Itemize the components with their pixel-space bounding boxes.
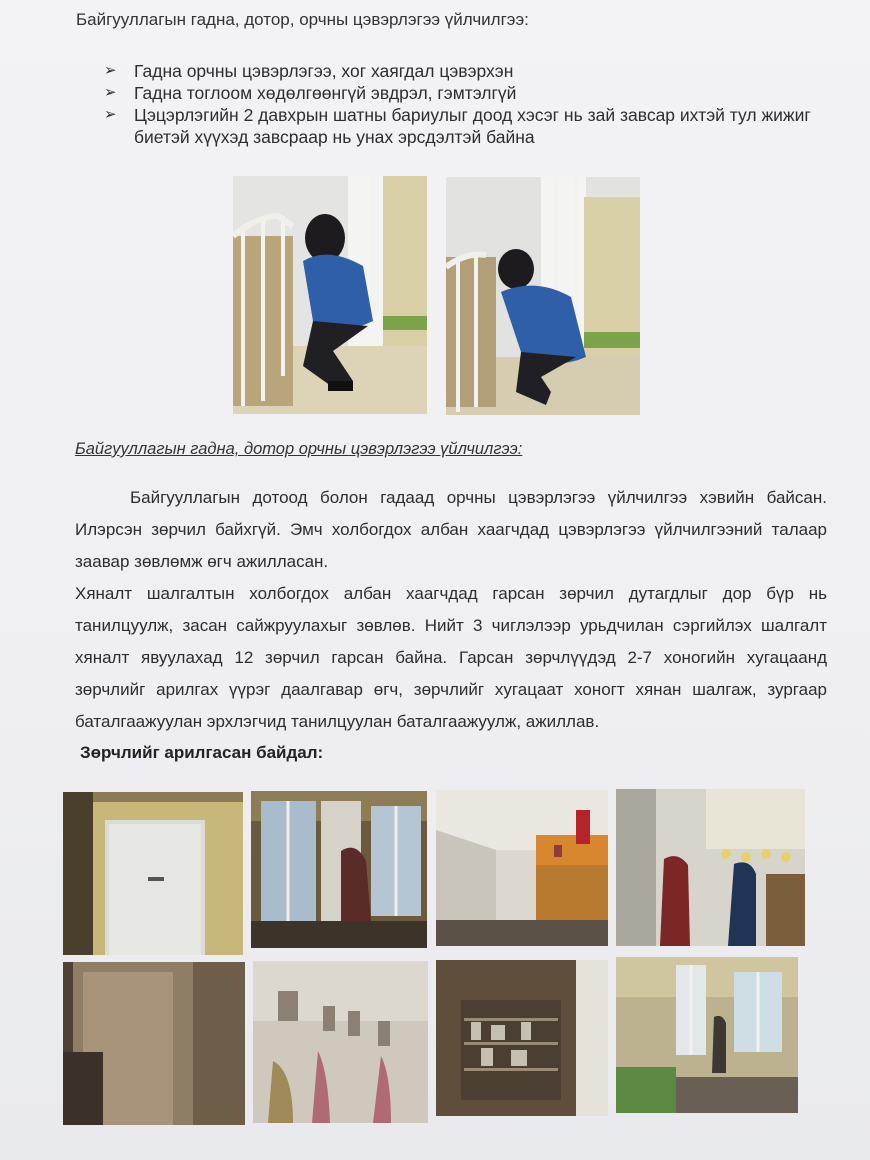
- body-text: [75, 482, 827, 738]
- paragraph-1: Байгууллагын дотоод болон гадаад орчны цэвэрлэгээ үйлчилгээ хэвийн байсан. Илэрсэн зөрчил байхгүй. Эмч холбогдох албан хаагчдад цэвэрлэгээ үйлчилгээний талаар заавар зөвлөмж өгч ажилласан.: [75, 488, 827, 571]
- section-1-title: Байгууллагын гадна, дотор, орчны цэвэрлэгээ үйлчилгээ:: [76, 10, 529, 29]
- grid-photo-door: [63, 792, 243, 955]
- arrowhead-bullet-icon: ➢: [104, 106, 117, 123]
- grid-photo-hallway-door: [63, 962, 245, 1125]
- finding-list: [104, 60, 834, 148]
- arrowhead-bullet-icon: ➢: [104, 62, 117, 79]
- paragraph-2: Хяналт шалгалтын холбогдох албан хаагчдад гарсан зөрчил дутагдлыг дор бүр нь танилцуулж, засан сайжруулахыг зөвлөв. Нийт 3 чиглэлээр урьдчилан сэргийлэх шалгалт хяналт явуулахад 12 зөрчил гарсан байна. Гарсан зөрчлүүдэд 2-7 хоногийн хугацаанд зөрчлийг арилгах үүрэг даалгавар өгч, зөрчлийг хугацаат хоногт хянан шалгаж, зургаар баталгаажуулан эрхлэгчид танилцуулан баталгаажуулж, ажиллав.: [75, 584, 827, 731]
- staircase-railing-photo-2: [446, 177, 640, 415]
- finding-item: ➢ Гадна тоглоом хөдөлгөөнгүй эвдрэл, гэмтэлгүй: [104, 83, 517, 103]
- grid-photo-classroom: [616, 957, 798, 1113]
- staircase-railing-photo-1: [233, 176, 427, 414]
- finding-item: ➢ Гадна орчны цэвэрлэгээ, хог хаягдал цэвэрхэн: [104, 61, 514, 81]
- grid-photo-towel-hooks: [253, 961, 428, 1123]
- arrowhead-bullet-icon: ➢: [104, 84, 117, 101]
- grid-photo-storage-shelves: [436, 960, 608, 1116]
- finding-item: ➢ Цэцэрлэгийн 2 давхрын шатны бариулыг доод хэсэг нь зай завсар ихтэй тул жижиг биетэй хүүхэд завсраар нь унах эрсдэлтэй байна: [104, 105, 811, 147]
- grid-photo-staff-room: [616, 789, 805, 946]
- section-2-title: Байгууллагын гадна, дотор орчны цэвэрлэгээ үйлчилгээ:: [75, 440, 523, 458]
- grid-photo-window-cleaning: [251, 791, 427, 948]
- grid-photo-corner-shelf: [436, 790, 608, 946]
- section-3-title: Зөрчлийг арилгасан байдал:: [80, 743, 324, 762]
